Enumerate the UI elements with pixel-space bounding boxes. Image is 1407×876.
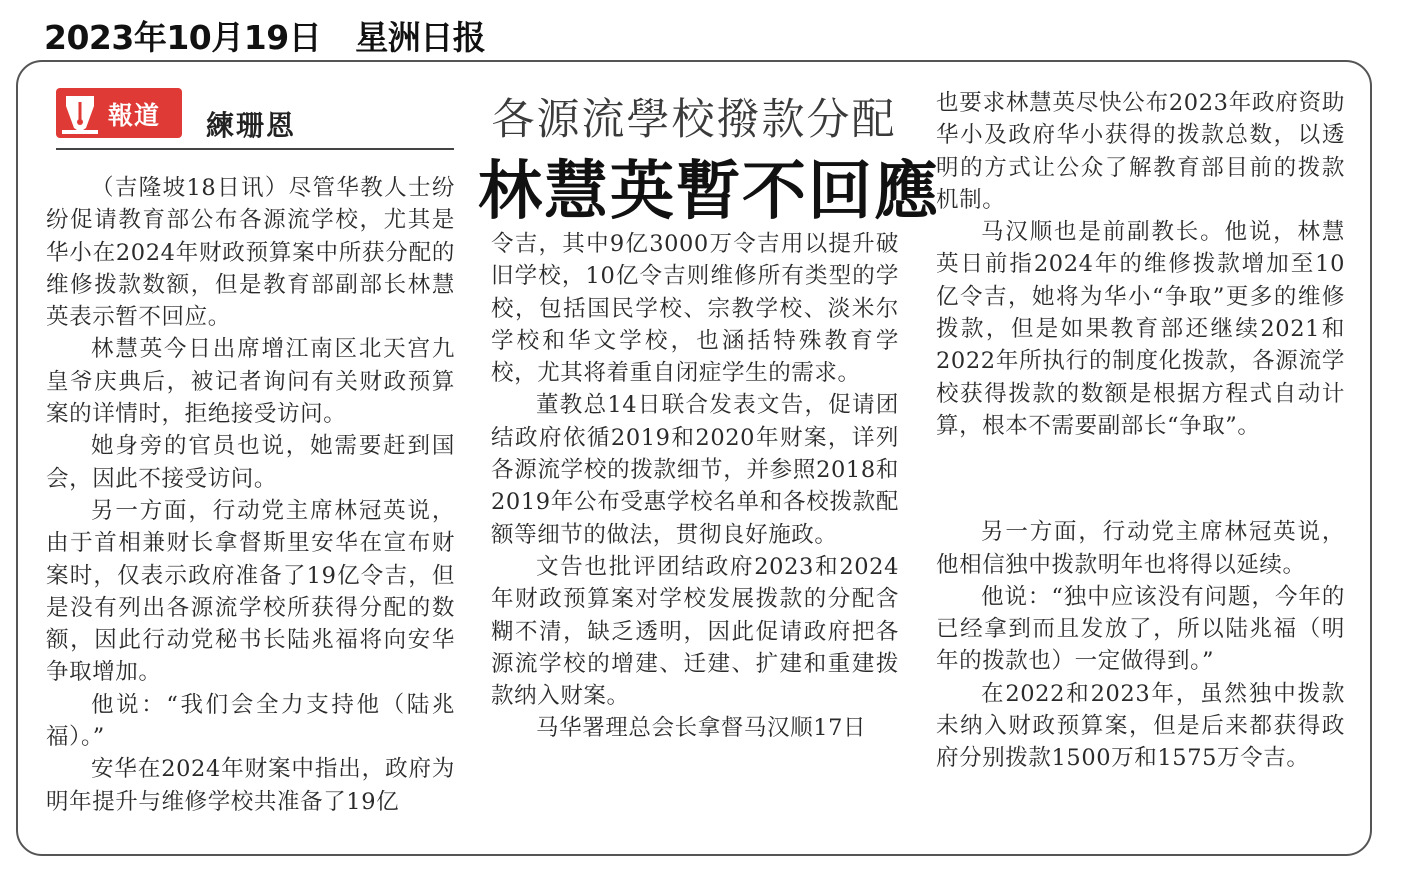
publication-date: 2023年10月19日 <box>44 18 322 57</box>
paragraph: 马汉顺也是前副教长。他说，林慧英日前指2024年的维修拨款增加至10亿令吉，她将为华小“争取”更多的维修拨款，但是如果教育部还继续2021和2022年所执行的制度化拨款，各源流学校获得拨款的数额是根据方程式自动计算，根本不需要副部长“争取”。 <box>936 219 1345 439</box>
paragraph: 在2022和2023年，虽然独中拨款未纳入财政预算案，但是后来都获得政府分别拨款1500万和1575万令吉。 <box>936 680 1345 772</box>
article-column-1 <box>46 172 455 818</box>
report-badge <box>56 88 182 138</box>
paragraph: 林慧英今日出席增江南区北天宫九皇爷庆典后，被记者询问有关财政预算案的详情时，拒绝接受访问。 <box>46 336 455 428</box>
paragraph: 马华署理总会长拿督马汉顺17日 <box>536 715 867 742</box>
paragraph: （吉隆坡18日讯）尽管华教人士纷纷促请教育部公布各源流学校，尤其是华小在2024年财政预算案中所获分配的维修拨款数额，但是教育部副部长林慧英表示暂不回应。 <box>46 175 455 331</box>
paragraph: 他说：“独中应该没有问题，今年的已经拿到而且发放了，所以陆兆福（明年的拨款也）一定做得到。” <box>936 583 1345 675</box>
badge-label: 報道 <box>108 101 161 130</box>
subhead-spacer <box>936 442 1345 516</box>
paragraph: 他说：“我们会全力支持他（陆兆福）。” <box>46 691 455 751</box>
reporter-name: 練珊恩 <box>206 109 297 142</box>
publication-name: 星洲日报 <box>355 18 486 57</box>
pen-nib-icon <box>62 92 98 134</box>
paragraph: 董教总14日联合发表文告，促请团结政府依循2019和2020年财案，详列各源流学校的拨款细节，并参照2018和2019年公布受惠学校名单和各校拨款配额等细节的做法，贯彻良好施政。 <box>491 392 899 548</box>
paragraph: 令吉，其中9亿3000万令吉用以提升破旧学校，10亿令吉则维修所有类型的学校，包括国民学校、宗教学校、淡米尔学校和华文学校，也涵括特殊教育学校，尤其将着重自闭症学生的需求。 <box>491 231 899 387</box>
paragraph: 她身旁的官员也说，她需要赶到国会，因此不接受访问。 <box>46 433 455 492</box>
article-column-2 <box>491 228 899 745</box>
paragraph: 另一方面，行动党主席林冠英说，由于首相兼财长拿督斯里安华在宣布财案时，仅表示政府准备了19亿令吉，但是没有列出各源流学校所获得分配的数额，因此行动党秘书长陆兆福将向安华争取增加。 <box>46 497 455 686</box>
paragraph: 文告也批评团结政府2023和2024年财政预算案对学校发展拨款的分配含糊不清，缺乏透明，因此促请政府把各源流学校的增建、迁建、扩建和重建拨款纳入财案。 <box>491 553 899 710</box>
article-column-3 <box>936 87 1345 775</box>
byline-divider <box>56 148 454 150</box>
byline <box>56 86 456 152</box>
paragraph: 另一方面，行动党主席林冠英说，他相信独中拨款明年也将得以延续。 <box>936 519 1345 578</box>
headline-kicker: 各源流學校撥款分配 <box>491 95 897 145</box>
paragraph: 也要求林慧英尽快公布2023年政府资助华小及政府华小获得的拨款总数，以透明的方式让公众了解教育部目前的拨款机制。 <box>936 90 1345 213</box>
paragraph: 安华在2024年财案中指出，政府为明年提升与维修学校共准备了19亿 <box>46 756 455 815</box>
dateline <box>44 12 485 59</box>
headline-main: 林慧英暫不回應 <box>478 155 940 229</box>
